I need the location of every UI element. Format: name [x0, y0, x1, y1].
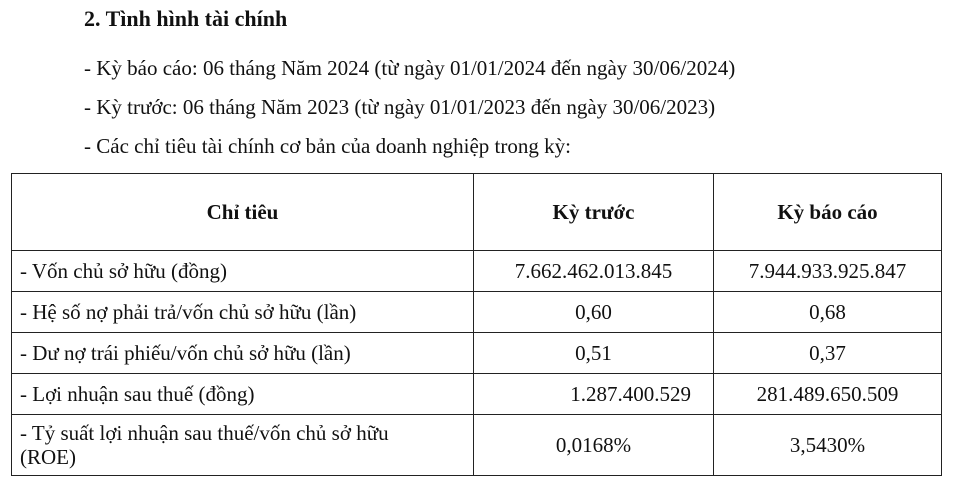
bullet-previous-period: - Kỳ trước: 06 tháng Năm 2023 (từ ngày 01/01/2023 đến ngày 30/06/2023): [84, 95, 716, 119]
row-label-roe: [12, 415, 474, 476]
row-label-roe-line1: - Tỷ suất lợi nhuận sau thuế/vốn chủ sở hữu: [20, 421, 389, 445]
row-label-bond-ratio: - Dư nợ trái phiếu/vốn chủ sở hữu (lần): [12, 333, 474, 374]
row-current-net-profit: 281.489.650.509: [714, 374, 942, 415]
header-reporting-period: Kỳ báo cáo: [714, 174, 942, 251]
table-row: [12, 415, 942, 476]
row-prev-net-profit: 1.287.400.529: [474, 374, 714, 415]
bullet-reporting-period: - Kỳ báo cáo: 06 tháng Năm 2024 (từ ngày 01/01/2024 đến ngày 30/06/2024): [84, 56, 736, 80]
row-current-roe: 3,5430%: [714, 415, 942, 476]
table-row: [12, 374, 942, 415]
financial-indicators-table: [11, 173, 942, 476]
section-heading: 2. Tình hình tài chính: [84, 6, 288, 31]
row-current-debt-ratio: 0,68: [714, 292, 942, 333]
row-prev-roe: 0,0168%: [474, 415, 714, 476]
row-label-net-profit: - Lợi nhuận sau thuế (đồng): [12, 374, 474, 415]
row-label-debt-ratio: - Hệ số nợ phải trả/vốn chủ sở hữu (lần): [12, 292, 474, 333]
header-previous-period: Kỳ trước: [474, 174, 714, 251]
row-label-equity: - Vốn chủ sở hữu (đồng): [12, 251, 474, 292]
row-current-equity: 7.944.933.925.847: [714, 251, 942, 292]
row-label-roe-line2: (ROE): [20, 445, 76, 469]
row-current-bond-ratio: 0,37: [714, 333, 942, 374]
header-indicator: Chỉ tiêu: [12, 174, 474, 251]
table-row: [12, 333, 942, 374]
table-header-row: [12, 174, 942, 251]
row-prev-debt-ratio: 0,60: [474, 292, 714, 333]
bullet-financial-indicators-intro: - Các chỉ tiêu tài chính cơ bản của doanh nghiệp trong kỳ:: [84, 134, 571, 158]
table-row: [12, 292, 942, 333]
row-prev-equity: 7.662.462.013.845: [474, 251, 714, 292]
table-row: [12, 251, 942, 292]
row-prev-bond-ratio: 0,51: [474, 333, 714, 374]
